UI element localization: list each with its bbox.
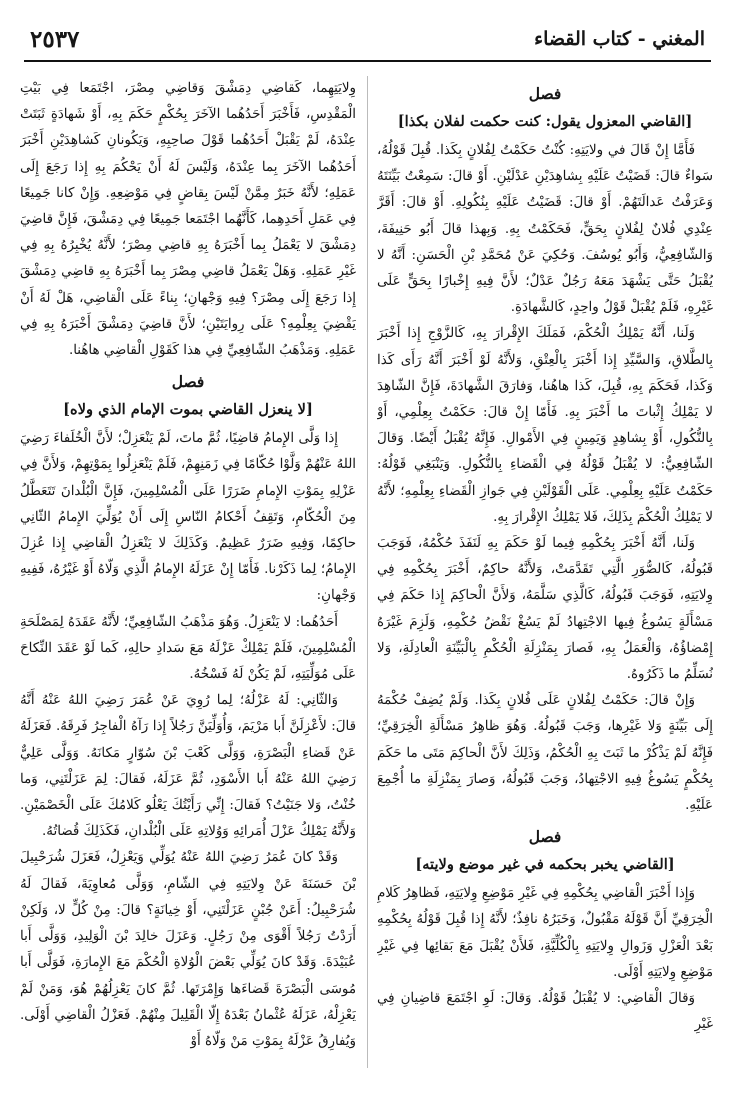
paragraph: وَلَنا، أَنَّهُ أَخْبَرَ بِحُكْمِهِ فِيما لَوْ حَكَمَ بِهِ لَنَفَذَ حُكْمُهُ، فَوَجَبَ قَبُولُهُ، كَالصُّوَرِ الَّتِي تَقَدَّمَتْ، وَلأَنَّهُ حاكِمٌ، أَخْبَرَ بِحُكْمِهِ فِي وِلايَتِهِ، فَوَجَبَ قَبُولُهُ، كَالَّذِي سَلَّمَهُ، وَلأَنَّ الْحاكِمَ إِذا حَكَمَ فِي مَسْأَلَةٍ يَسُوغُ فِيها الاجْتِهادُ لَمْ يَسُغْ نَقْضُ حُكْمِهِ، وَلَزِمَ غَيْرَهُ إِمْضاؤُهُ، وَالْعَمَلُ بِهِ، فَصارَ بِمَنْزِلَةِ الْحُكْمِ بِالْبَيِّنَةِ الْعادِلَةِ، وَلا نُسَلِّمُ ما ذَكَرُوهُ. — [377, 536, 713, 683]
paragraph: وَإِنْ قالَ: حَكَمْتُ لِفُلانٍ عَلَى فُلانٍ بِكَذا. وَلَمْ يُضِفْ حُكْمَهُ إِلَى بَيِّنَةٍ وَلا غَيْرِها، وَجَبَ قَبُولُهُ. وَهُوَ ظاهِرُ مَسْأَلَةِ الْخِرَقِيِّ؛ فَإِنَّهُ لَمْ يَذْكُرْ ما ثَبَتَ بِهِ الْحُكْمُ، وَذَلِكَ لأَنَّ الْحاكِمَ مَتَى ما حَكَمَ بِحُكْمٍ يَسُوغُ فِيهِ الاجْتِهادُ، وَجَبَ قَبُولُهُ، وَصارَ بِمَنْزِلَةِ ما أُجْمِعَ عَلَيْهِ. — [377, 693, 713, 814]
section-heading: [لا ينعزل القاضي بموت الإمام الذي ولاه] — [63, 401, 313, 419]
paragraph: وَإِذا أَخْبَرَ الْقاضِي بِحُكْمِهِ فِي غَيْرِ مَوْضِعِ وِلايَتِهِ، فَظاهِرُ كَلامِ الْخِرَقِيِّ أَنَّ قَوْلَهُ مَقْبُولٌ، وَخَبَرُهُ نافِذٌ؛ لأَنَّهُ إِذا قُبِلَ قَوْلُهُ بِحُكْمِهِ بَعْدَ الْعَزْلِ وَزَوالِ وِلايَتِهِ بِالْكُلِّيَّةِ، فَلأَنْ يُقْبَلَ مَعَ بَقائِها فِي غَيْرِ مَوْضِعِ وِلايَتِهِ أَوْلَى. — [377, 886, 713, 980]
paragraph: وَقَدْ كانَ عُمَرُ رَضِيَ اللهُ عَنْهُ يُوَلِّي وَيَعْزِلُ، فَعَزَلَ شُرَحْبِيلَ بْنَ حَسَنَةَ عَنْ وِلايَتِهِ فِي الشّامِ، وَوَلَّى مُعاوِيَةَ، فَقالَ لَهُ شُرَحْبِيلُ: أَعَنْ جُبْنٍ عَزَلْتَنِي، أَوْ خِيانَةٍ؟ قالَ: مِنْ كُلٍّ لا، وَلَكِنْ أَرَدْتُ رَجُلاً أَقْوَى مِنْ رَجُلٍ. وَعَزَلَ خالِدَ بْنَ الْوَلِيدِ، وَوَلَّى أَبا عُبَيْدَةَ. وَقَدْ كانَ يُوَلِّي بَعْضَ الْوُلاةِ الْحُكْمَ مَعَ الإِمارَةِ، فَوَلَّى أَبا مُوسَى الْبَصْرَةَ قَضاءَها وَإِمْرَتَها. ثُمَّ كانَ يَعْزِلُهُمْ هُوَ، وَمَنْ لَمْ يَعْزِلْهُ، عَزَلَهُ عُثْمانُ بَعْدَهُ إِلّا الْقَلِيلَ مِنْهُمْ. فَعَزْلُ الْقاضِي أَوْلَى. وَيُفارِقُ عَزْلَهُ بِمَوْتِ مَنْ وَلّاهُ أَوْ — [20, 850, 356, 1049]
header-rule — [24, 60, 711, 62]
paragraph: وَالثّانِي: لَهُ عَزْلُهُ؛ لِما رُوِيَ عَنْ عُمَرَ رَضِيَ اللهُ عَنْهُ أَنَّهُ قالَ: لأَعْزِلَنَّ أَبا مَرْيَمَ، وَأُوَلِّيَنَّ رَجُلاً إِذا رَآهُ الْفاجِرُ فَرِقَهُ. فَعَزَلَهُ عَنْ قَضاءِ الْبَصْرَةِ، وَوَلَّى كَعْبَ بْنَ سُوّارٍ مَكانَهُ. وَوَلَّى عَلِيٌّ رَضِيَ اللهُ عَنْهُ أَبا الأَسْوَدِ، ثُمَّ عَزَلَهُ، فَقالَ: لِمَ عَزَلْتَنِي، وَما خُنْتُ، وَلا جَنَيْتُ؟ فَقالَ: إِنِّي رَأَيْتُكَ يَعْلُو كَلامُكَ عَلَى الْخَصْمَيْنِ. وَلأَنَّهُ يَمْلِكُ عَزْلَ أُمَرائِهِ وَوُلاتِهِ عَلَى الْبُلْدانِ، فَكَذَلِكَ قُضاتُهُ. — [20, 693, 356, 840]
paragraph: إِذا وَلَّى الإِمامُ قاضِيًا، ثُمَّ ماتَ، لَمْ يَنْعَزِلْ؛ لأَنَّ الْخُلَفاءَ رَضِيَ اللهُ عَنْهُمْ وَلَّوْا حُكّامًا فِي زَمَنِهِمْ، فَلَمْ يَنْعَزِلُوا بِمَوْتِهِمْ، وَلأَنَّ فِي عَزْلِهِ بِمَوْتِ الإِمامِ ضَرَرًا عَلَى الْمُسْلِمِينَ، فَإِنَّ الْبُلْدانَ تَتَعَطَّلُ مِنَ الْحُكّامِ، وَتَقِفُ أَحْكامُ النّاسِ إِلَى أَنْ يُوَلِّيَ الإِمامُ الثّانِي حاكِمًا، وَفِيهِ ضَرَرٌ عَظِيمٌ. وَكَذَلِكَ لا يَنْعَزِلُ الْقاضِي إِذا عُزِلَ الإِمامُ؛ لِما ذَكَرْنا. فَأَمّا إِنْ عَزَلَهُ الإِمامُ الَّذِي وَلّاهُ أَوْ غَيْرُهُ، فَفِيهِ وَجْهانِ: — [20, 431, 356, 604]
section-label: فصل — [171, 372, 205, 392]
page-header — [24, 20, 711, 64]
paragraph: وِلايَتِهِما، كَقاضِي دِمَشْقَ وَقاضِي مِصْرَ، اجْتَمَعا فِي بَيْتِ الْمَقْدِسِ، فَأَخْبَرَ أَحَدُهُما الآخَرَ بِحُكْمٍ حَكَمَ بِهِ، أَوْ شَهادَةٍ ثَبَتَتْ عِنْدَهُ، لَمْ يَقْبَلْ أَحَدُهُما قَوْلَ صاحِبِهِ، وَيَكُونانِ كَشاهِدَيْنِ أَخْبَرَ أَحَدُهُما الآخَرَ بِما عِنْدَهُ، وَلَيْسَ لَهُ أَنْ يَحْكُمَ بِهِ إِذا رَجَعَ إِلَى عَمَلِهِ؛ لأَنَّهُ خَبَرٌ مِمَّنْ لَيْسَ بِقاضٍ فِي مَوْضِعِهِ. وَإِنْ كانا جَمِيعًا فِي عَمَلِ أَحَدِهِما، كَأَنَّهُما اجْتَمَعا جَمِيعًا فِي دِمَشْقَ، فَإِنَّ قاضِيَ دِمَشْقَ لا يَعْمَلُ بِما أَخْبَرَهُ بِهِ قاضِي مِصْرَ؛ لأَنَّهُ يُخْبِرُهُ بِهِ فِي غَيْرِ عَمَلِهِ. وَهَلْ يَعْمَلُ قاضِي مِصْرَ بِما أَخْبَرَهُ بِهِ قاضِي دِمَشْقَ إِذا رَجَعَ إِلَى مِصْرَ؟ فِيهِ وَجْهانِ؛ بِناءً عَلَى الْقاضِي، هَلْ لَهُ أَنْ يَقْضِيَ بِعِلْمِهِ؟ عَلَى رِوايَتَيْنِ؛ لأَنَّ قاضِيَ دِمَشْقَ أَخْبَرَهُ بِهِ فِي عَمَلِهِ. وَمَذْهَبُ الشّافِعِيِّ فِي هذا كَقَوْلِ الْقاضِي هاهُنا. — [20, 81, 356, 359]
running-title: المغني - كتاب القضاء — [534, 28, 705, 50]
left-column — [20, 76, 356, 1068]
page-number: ٢٥٣٧ — [30, 26, 80, 53]
section-heading: [القاضي المعزول يقول: كنت حكمت لفلان بكذا] — [397, 113, 693, 130]
right-column — [377, 76, 713, 1068]
paragraph: وَقالَ الْقاضِي: لا يُقْبَلُ قَوْلُهُ. وَقالَ: لَوِ اجْتَمَعَ قاضِيانِ فِي غَيْرِ — [377, 991, 713, 1033]
paragraph: وَلَنا، أَنَّهُ يَمْلِكُ الْحُكْمَ، فَمَلَكَ الإِقْرارَ بِهِ، كَالزَّوْجِ إِذا أَخْبَرَ بِالطَّلاقِ، وَالسَّيِّدِ إِذا أَخْبَرَ بِالْعِتْقِ، وَلأَنَّهُ لَوْ أَخْبَرَ أَنَّهُ رَأَى كَذا وَكَذا، فَحَكَمَ بِهِ، قُبِلَ، كَذا هاهُنا، وَفارَقَ الشَّهادَةَ، فَإِنَّ الشّاهِدَ لا يَمْلِكُ إِثْباتَ ما أَخْبَرَ بِهِ. فَأَمّا إِنْ قالَ: حَكَمْتُ بِعِلْمِي، أَوْ بِالنُّكُولِ، أَوْ بِشاهِدٍ وَيَمِينٍ فِي الأَمْوالِ. فَإِنَّهُ يُقْبَلُ أَيْضًا. وَقالَ الشّافِعِيُّ: لا يُقْبَلُ قَوْلُهُ فِي الْقَضاءِ بِالنُّكُولِ. وَيَنْبَغِي قَوْلُهُ: حَكَمْتُ عَلَيْهِ بِعِلْمِي. عَلَى الْقَوْلَيْنِ فِي جَوازِ الْقَضاءِ بِعِلْمِهِ؛ لأَنَّهُ لا يَمْلِكُ الْحُكْمَ بِذَلِكَ، فَلا يَمْلِكُ الإِقْرارَ بِهِ. — [377, 326, 713, 525]
section-label: فصل — [528, 84, 562, 103]
paragraph: أَحَدُهُما: لا يَنْعَزِلُ. وَهُوَ مَذْهَبُ الشّافِعِيِّ؛ لأَنَّهُ عَقَدَهُ لِمَصْلَحَةِ الْمُسْلِمِينَ، فَلَمْ يَمْلِكْ عَزْلَهُ مَعَ سَدادِ حالِهِ، كَما لَوْ عَقَدَ النِّكاحَ عَلَى مُوَلِّيَتِهِ، لَمْ يَكُنْ لَهُ فَسْخُهُ. — [20, 614, 356, 683]
section-label: فصل — [528, 827, 562, 847]
paragraph: فَأَمَّا إِنْ قَالَ في ولايَتِهِ: كُنْتُ حَكَمْتُ لِفُلانٍ بِكَذا. قُبِلَ قَوْلُهُ، سَواءٌ قالَ: قَضَيْتُ عَلَيْهِ بِشاهِدَيْنِ عَدْلَيْنِ. أَوْ قالَ: سَمِعْتُ بَيِّنَتَهُ وَعَرَفْتُ عَدالَتَهُمْ. أَوْ قالَ: قَضَيْتُ عَلَيْهِ بِنُكُولِهِ. أَوْ قالَ: أَقَرَّ عِنْدِي فُلانٌ لِفُلانٍ بِحَقٍّ، فَحَكَمْتُ بِهِ. وَبِهذا قالَ أَبُو حَنِيفَةَ، وَالشّافِعِيُّ، وَأَبُو يُوسُفَ. وَحُكِيَ عَنْ مُحَمَّدِ بْنِ الْحَسَنِ: أَنَّهُ لا يُقْبَلُ حَتَّى يَشْهَدَ مَعَهُ رَجُلٌ عَدْلٌ؛ لأَنَّ فِيهِ إِخْبارًا بِحَقٍّ عَلَى غَيْرِهِ، فَلَمْ يُقْبَلْ قَوْلُ واحِدٍ، كَالشَّهادَةِ. — [377, 143, 713, 316]
column-divider — [367, 76, 368, 1068]
section-heading: [القاضي يخبر بحكمه في غير موضع ولايته] — [415, 856, 675, 874]
